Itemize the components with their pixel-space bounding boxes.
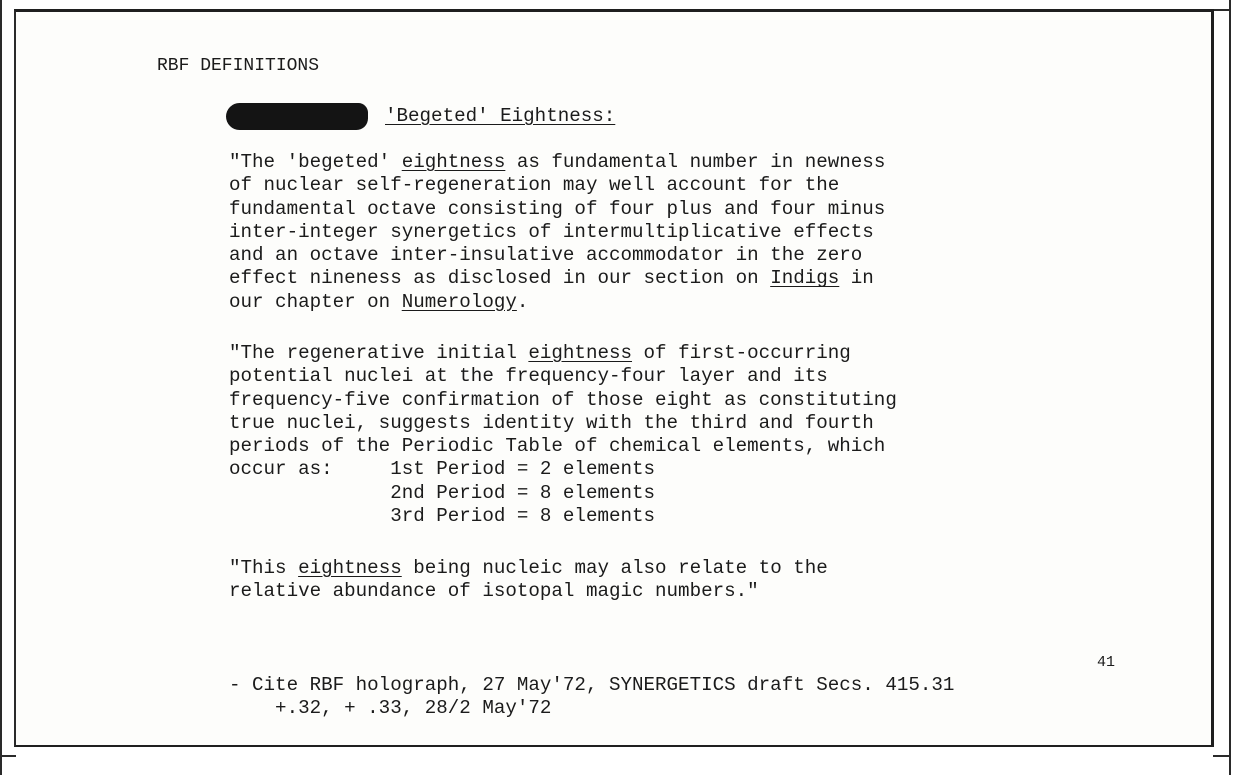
para1-line: effect nineness as disclosed in our section on Indigs in [229,267,874,290]
para3-line: relative abundance of isotopal magic numbers." [229,580,759,603]
card-top-edge-right [1213,9,1231,11]
para1-line: fundamental octave consisting of four plus and four minus [229,197,886,220]
para1-line: inter-integer synergetics of intermultiplicative effects [229,220,874,243]
page-title: RBF DEFINITIONS [157,56,320,76]
redaction-block [226,103,368,130]
para1-line: our chapter on Numerology. [229,290,529,313]
next-card-top-edge-right [1213,755,1231,757]
para2-line: 3rd Period = 8 elements [229,505,656,528]
para3-line: "This eightness being nucleic may also relate to the [229,557,828,579]
next-card-top-edge-left [0,755,16,757]
cite-line: +.32, + .33, 28/2 May'72 [229,697,552,719]
card-right-edge [1229,0,1231,775]
para2-line: true nuclei, suggests identity with the third and fourth [229,411,874,434]
para1-line: "The 'begeted' eightness as fundamental number in newness [229,151,886,173]
para2-line: 2nd Period = 8 elements [229,481,656,504]
cite-line: - Cite RBF holograph, 27 May'72, SYNERGETICS draft Secs. 415.31 [229,674,955,696]
para2-line: frequency-five confirmation of those eight as constituting [229,388,897,411]
para2-line: "The regenerative initial eightness of first-occurring [229,342,851,364]
para1-line: and an octave inter-insulative accommodator in the zero [229,244,863,267]
para2-line: potential nuclei at the frequency-four layer and its [229,365,828,388]
paragraph-3 [229,557,828,604]
para1-line: of nuclear self-regeneration may well account for the [229,174,840,197]
paragraph-2 [229,342,897,528]
paragraph-1 [229,151,885,314]
citation [229,674,954,720]
para2-line: occur as: 1st Period = 2 elements [229,458,656,481]
para2-line: periods of the Periodic Table of chemical elements, which [229,435,886,458]
card-left-edge [0,0,2,775]
handwritten-note: 41 [1097,654,1116,671]
definition-subheading: 'Begeted' Eightness: [385,105,616,127]
